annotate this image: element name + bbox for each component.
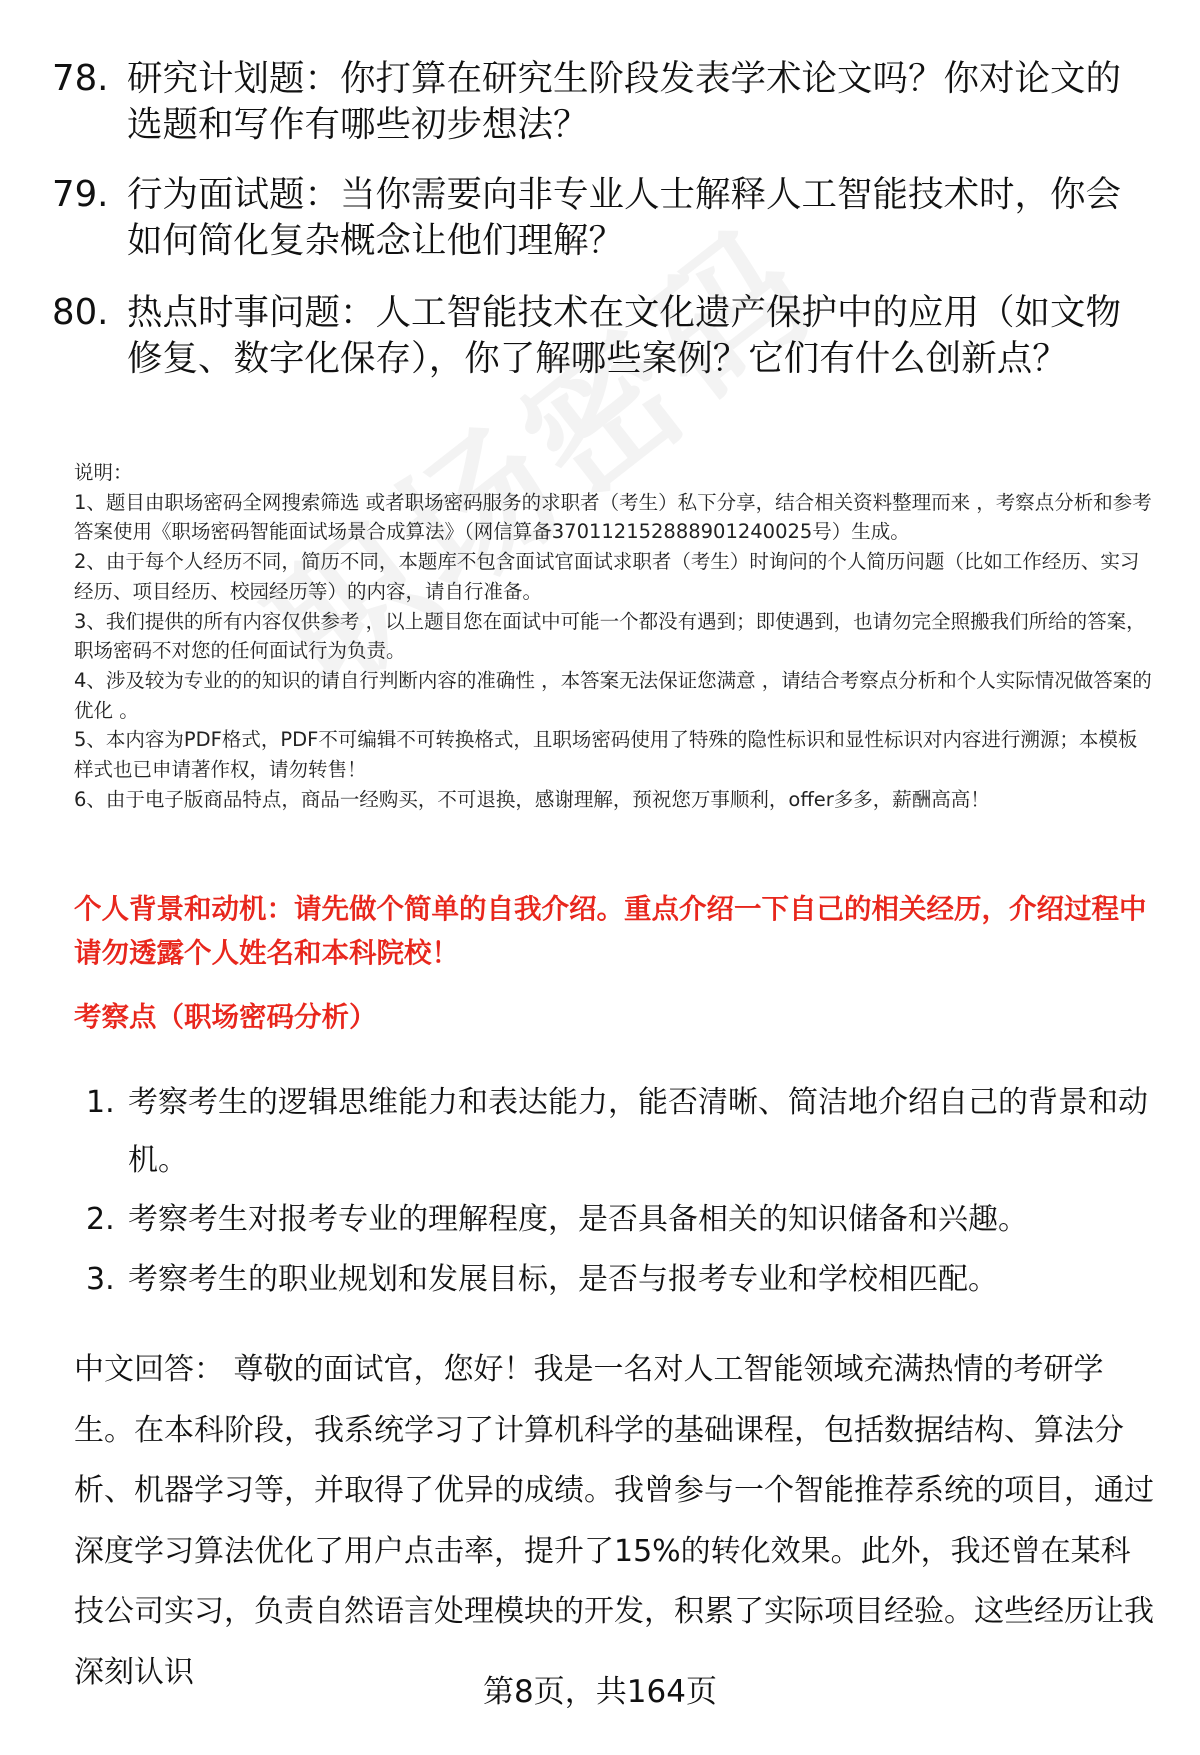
note-item: 1、题目由职场密码全网搜索筛选 或者职场密码服务的求职者（考生）私下分享，结合相关资料整理而来 ，考察点分析和参考答案使用《职场密码智能面试场景合成算法》（网信算备370112152888901240025号）生成。 xyxy=(74,490,1152,544)
question-number: 78. xyxy=(52,58,109,99)
point-number: 3. xyxy=(86,1262,115,1297)
question-text: 行为面试题：当你需要向非专业人士解释人工智能技术时，你会如何简化复杂概念让他们理解？ xyxy=(127,174,1122,261)
question-number: 79. xyxy=(52,174,109,215)
question-number: 80. xyxy=(52,292,109,333)
note-item: 2、由于每个人经历不同，简历不同，本题库不包含面试官面试求职者（考生）时询问的个人简历问题（比如工作经历、实习经历、项目经历、校园经历等）的内容，请自行准备。 xyxy=(74,550,1140,603)
section-heading: 个人背景和动机：请先做个简单的自我介绍。重点介绍一下自己的相关经历，介绍过程中请勿透露个人姓名和本科院校！ xyxy=(74,893,1147,969)
note-item: 4、涉及较为专业的的知识的请自行判断内容的准确性 ，本答案无法保证您满意 ，请结合考察点分析和个人实际情况做答案的优化 。 xyxy=(74,668,1152,722)
note-item: 5、本内容为PDF格式，PDF不可编辑不可转换格式，且职场密码使用了特殊的隐性标识和显性标识对内容进行溯源；本模板样式也已申请著作权，请勿转售！ xyxy=(74,728,1138,782)
point-text: 考察考生的逻辑思维能力和表达能力，能否清晰、简洁地介绍自己的背景和动机。 xyxy=(128,1085,1148,1178)
question-78 xyxy=(52,56,1140,148)
assessment-point xyxy=(86,1251,1160,1309)
question-80 xyxy=(52,290,1140,382)
note-item: 6、由于电子版商品特点，商品一经购买，不可退换，感谢理解，预祝您万事顺利，offer多多，薪酬高高！ xyxy=(74,787,990,811)
note-item: 3、我们提供的所有内容仅供参考 ，以上题目您在面试中可能一个都没有遇到；即使遇到，也请勿完全照搬我们所给的答案，职场密码不对您的任何面试行为负责。 xyxy=(74,609,1146,663)
note-title: 说明： xyxy=(74,461,133,484)
point-number: 1. xyxy=(86,1085,115,1120)
section-subheading: 考察点（职场密码分析） xyxy=(74,1001,377,1033)
point-number: 2. xyxy=(86,1202,115,1237)
point-text: 考察考生对报考专业的理解程度，是否具备相关的知识储备和兴趣。 xyxy=(128,1202,1028,1237)
question-79 xyxy=(52,172,1140,264)
point-text: 考察考生的职业规划和发展目标，是否与报考专业和学校相匹配。 xyxy=(128,1262,998,1297)
disclaimer-note xyxy=(74,458,1154,814)
question-text: 热点时事问题：人工智能技术在文化遗产保护中的应用（如文物修复、数字化保存），你了解哪些案例？它们有什么创新点？ xyxy=(127,292,1122,379)
question-text: 研究计划题：你打算在研究生阶段发表学术论文吗？你对论文的选题和写作有哪些初步想法？ xyxy=(127,58,1122,145)
page-number: 第8页，共164页 xyxy=(483,1674,717,1710)
assessment-point xyxy=(86,1074,1160,1190)
chinese-answer: 中文回答： 尊敬的面试官，您好！我是一名对人工智能领域充满热情的考研学生。在本科阶段，我系统学习了计算机科学的基础课程，包括数据结构、算法分析、机器学习等，并取得了优异的成绩。我曾参与一个智能推荐系统的项目，通过深度学习算法优化了用户点击率，提升了15%的转化效果。此外，我还曾在某科技公司实习，负责自然语言处理模块的开发，积累了实际项目经验。这些经历让我深刻认识 xyxy=(74,1352,1154,1690)
assessment-point xyxy=(86,1191,1160,1249)
